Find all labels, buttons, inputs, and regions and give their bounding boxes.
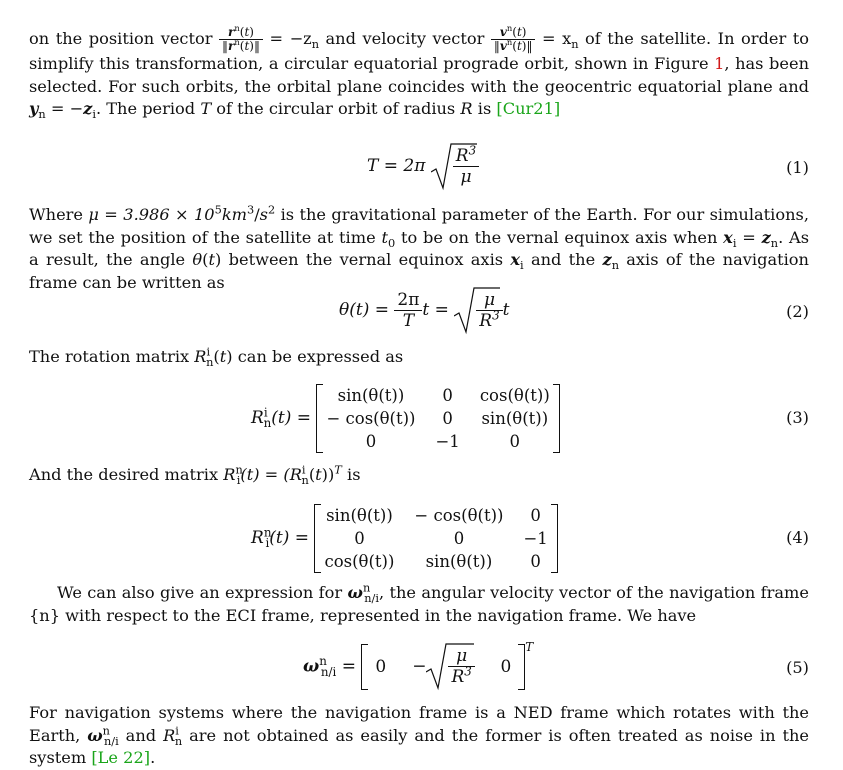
position-unit-vector: $\frac{r^n(t)}{‖r^n(t)‖}$ [219, 26, 263, 53]
sqrt-mu-over-r3: $\frac{\mu}{R^3}$ [454, 290, 502, 331]
equation-2: θ(t) = $\frac{2\pi}{T}$ t = $\frac{\mu}{R^3}$ t (2) [29, 288, 809, 338]
paragraph-rotation-matrix: The rotation matrix $R^i_n(t)$ can be expressed as [29, 344, 404, 370]
equation-number-3: (3) [786, 408, 809, 427]
paragraph-angular-velocity: We can also give an expression for $\omega^n_{n/i}$, the angular velocity vector of the navigation frame {n} with respect to the ECI frame, represented in the navigation frame. We have [29, 580, 809, 625]
paragraph-desired-matrix: And the desired matrix $R^n_i(t) = (R^i_n(t))^T$ is [29, 462, 361, 488]
sqrt-r3-over-mu: $\frac{R^3}{\mu}$ [431, 146, 479, 187]
angular-velocity-row-vector: 0 − $\frac{\mu}{R^3}$ 0 [361, 644, 525, 690]
equation-number-2: (2) [786, 302, 809, 321]
paragraph-orbit-intro: on the position vector $\frac{r^n(t)}{‖r^n(t)‖}$ = $-z_n$ and velocity vector $\frac{v^n(t)}{‖v^n(t)‖}$ = $x_n$ of the satellite. In order to simplify this transformation, a circular equatorial prograde orbit, shown in Figure 1, has been selected. For such orbits, the orbital plane coincides with the geocentric equatorial plane and $y_n = -z_i$. The period T of the circular orbit of radius R is [Cur21] [29, 23, 809, 122]
citation-cur21[interactable]: [Cur21] [496, 99, 561, 119]
equation-number-1: (1) [786, 158, 809, 177]
equation-4: $R^n_i(t)$ = sin(θ(t)) − cos(θ(t)) 0 0 0 −1 cos(θ(t)) sin(θ(t)) 0 (4) [251, 506, 809, 571]
citation-le22[interactable]: [Le 22] [91, 748, 151, 768]
equation-number-4: (4) [786, 528, 809, 547]
matrix-R-n-i: sin(θ(t)) − cos(θ(t)) 0 0 0 −1 cos(θ(t)) sin(θ(t)) 0 [314, 504, 557, 573]
equation-5: $\omega^n_{n/i}$ = 0 − $\frac{\mu}{R^3}$ $0^T$ (5) [29, 644, 809, 700]
figure-reference[interactable]: 1 [714, 54, 725, 73]
paragraph-navigation-systems: For navigation systems where the navigation frame is a NED frame which rotates with the Earth, $\omega^n_{n/i}$ and $R^i_n$ are not obtained as easily and the former is often treated as noise in the system [Le 22]. [29, 703, 809, 768]
paragraph-gravitational: Where $\mu = 3.986 \times 10^5km^3/s^2$ is the gravitational parameter of the Earth. For our simulations, we set the position of the satellite at time $t_0$ to be on the vernal equinox axis when $x_i = z_n$. As a result, the angle θ(t) between the vernal equinox axis $x_i$ and the $z_n$ axis of the navigation frame can be written as [29, 202, 809, 292]
equation-3: $R^i_n(t)$ = sin(θ(t)) 0 cos(θ(t)) − cos(θ(t)) 0 sin(θ(t)) 0 −1 0 (3) [251, 386, 809, 451]
velocity-unit-vector: $\frac{v^n(t)}{‖v^n(t)‖}$ [491, 26, 536, 53]
radical-sign [454, 286, 500, 336]
equation-number-5: (5) [786, 658, 809, 677]
matrix-R-i-n: sin(θ(t)) 0 cos(θ(t)) − cos(θ(t)) 0 sin(θ(t)) 0 −1 0 [316, 384, 559, 453]
equation-1: T = 2π $\frac{R^3}{\mu}$ (1) [29, 144, 809, 194]
radical-sign [431, 142, 477, 192]
